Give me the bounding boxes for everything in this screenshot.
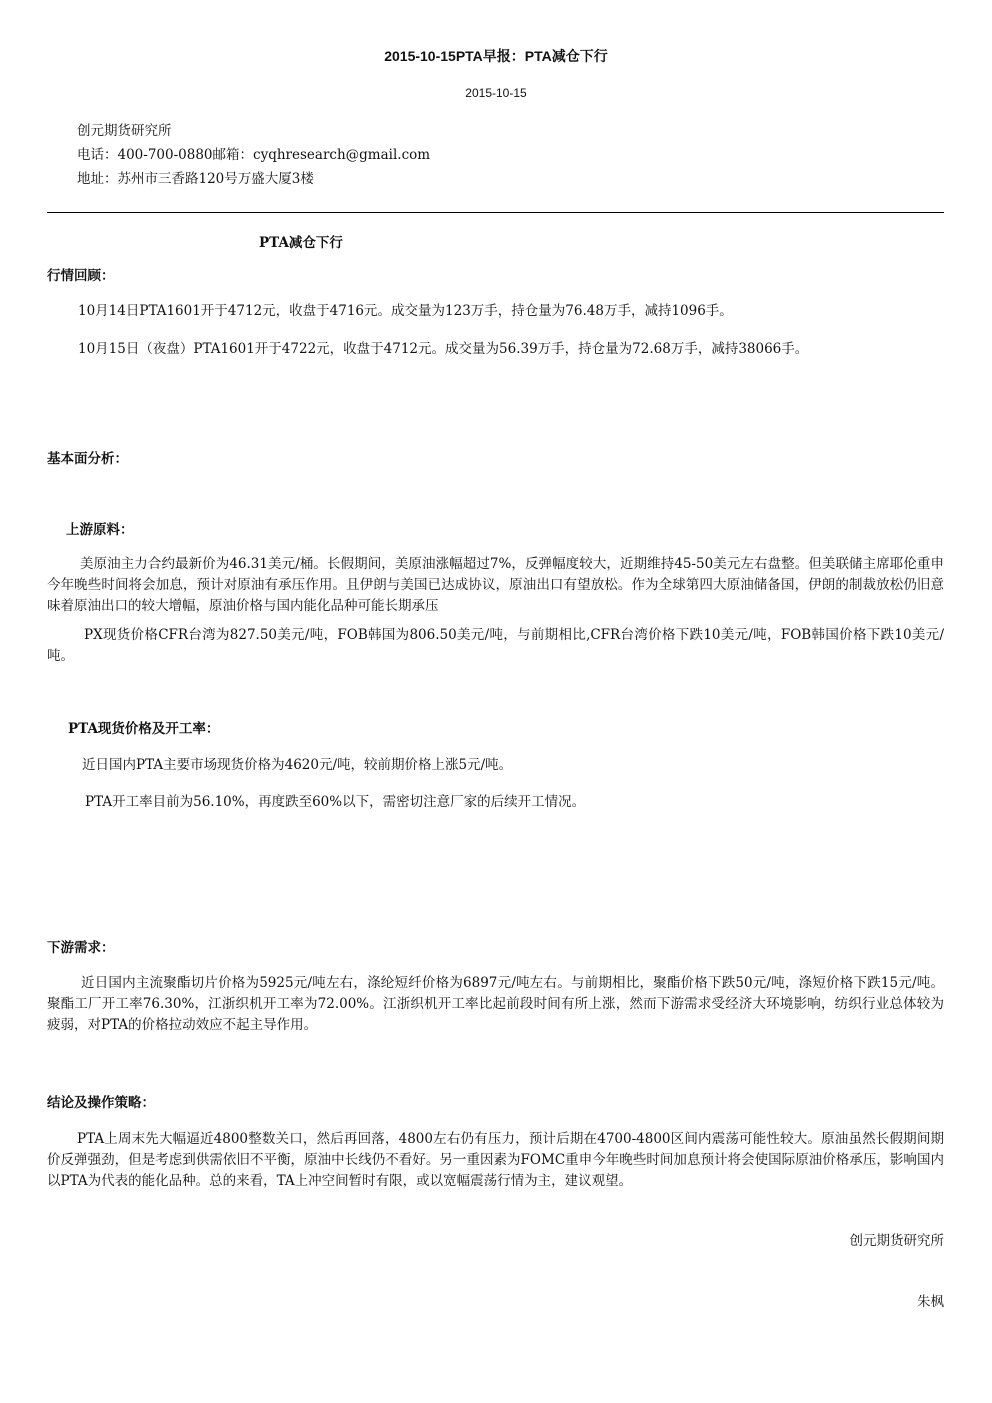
market-review-heading: 行情回顾： [47, 268, 115, 284]
upstream-heading: 上游原料： [66, 522, 134, 538]
signature-author: 朱枫 [917, 1294, 944, 1310]
contact-address: 地址：苏州市三香路120号万盛大厦3楼 [77, 171, 314, 187]
header-divider [47, 212, 944, 213]
downstream-paragraph: 近日国内主流聚酯切片价格为5925元/吨左右，涤纶短纤价格为6897元/吨左右。与前期相比，聚酯价格下跌50元/吨，涤短价格下跌15元/吨。聚酯工厂开工率76.30%，江浙织机开工率为72.00%。江浙织机开工率比起前段时间有所上涨，然而下游需求受经济大环境影响，纺织行业总体较为疲弱，对PTA的价格拉动效应不起主导作用。 [47, 975, 944, 1033]
upstream-paragraph-1: 美原油主力合约最新价为46.31美元/桶。长假期间，美原油涨幅超过7%，反弹幅度较大，近期维持45-50美元左右盘整。但美联储主席耶伦重申今年晚些时间将会加息，预计对原油有承压作用。且伊朗与美国已达成协议，原油出口有望放松。作为全球第四大原油储备国，伊朗的制裁放松仍旧意味着原油出口的较大增幅，原油价格与国内能化品种可能长期承压 [47, 556, 944, 614]
fundamentals-heading: 基本面分析： [47, 451, 128, 467]
operating-rate-line: PTA开工率目前为56.10%，再度跌至60%以下，需密切注意厂家的后续开工情况。 [85, 794, 586, 810]
contact-org: 创元期货研究所 [77, 123, 172, 139]
conclusion-heading: 结论及操作策略： [47, 1095, 155, 1111]
contact-phone-email: 电话：400-700-0880邮箱：cyqhresearch@gmail.com [77, 147, 431, 163]
spot-heading: PTA现货价格及开工率： [68, 721, 220, 737]
document-title: 2015-10-15PTA早报：PTA减仓下行 [384, 48, 608, 64]
signature-org: 创元期货研究所 [849, 1233, 944, 1249]
market-review-line-1: 10月14日PTA1601开于4712元，收盘于4716元。成交量为123万手，持仓量为76.48万手，减持1096手。 [78, 303, 733, 319]
downstream-heading: 下游需求： [47, 940, 115, 956]
document-date: 2015-10-15 [465, 86, 527, 100]
market-review-line-2: 10月15日（夜盘）PTA1601开于4722元，收盘于4712元。成交量为56.39万手，持仓量为72.68万手，减持38066手。 [78, 341, 809, 357]
spot-price-line: 近日国内PTA主要市场现货价格为4620元/吨，较前期价格上涨5元/吨。 [82, 757, 513, 773]
conclusion-paragraph: PTA上周末先大幅逼近4800整数关口，然后再回落，4800左右仍有压力，预计后期在4700-4800区间内震荡可能性较大。原油虽然长假期间期价反弹强劲，但是考虑到供需依旧不平衡，原油中长线仍不看好。另一重因素为FOMC重申今年晚些时间加息预计将会使国际原油价格承压，影响国内以PTA为代表的能化品种。总的来看，TA上冲空间暂时有限，或以宽幅震荡行情为主，建议观望。 [47, 1131, 944, 1189]
section-title: PTA减仓下行 [259, 235, 343, 251]
upstream-paragraph-2: PX现货价格CFR台湾为827.50美元/吨，FOB韩国为806.50美元/吨，与前期相比,CFR台湾价格下跌10美元/吨，FOB韩国价格下跌10美元/吨。 [47, 627, 944, 664]
